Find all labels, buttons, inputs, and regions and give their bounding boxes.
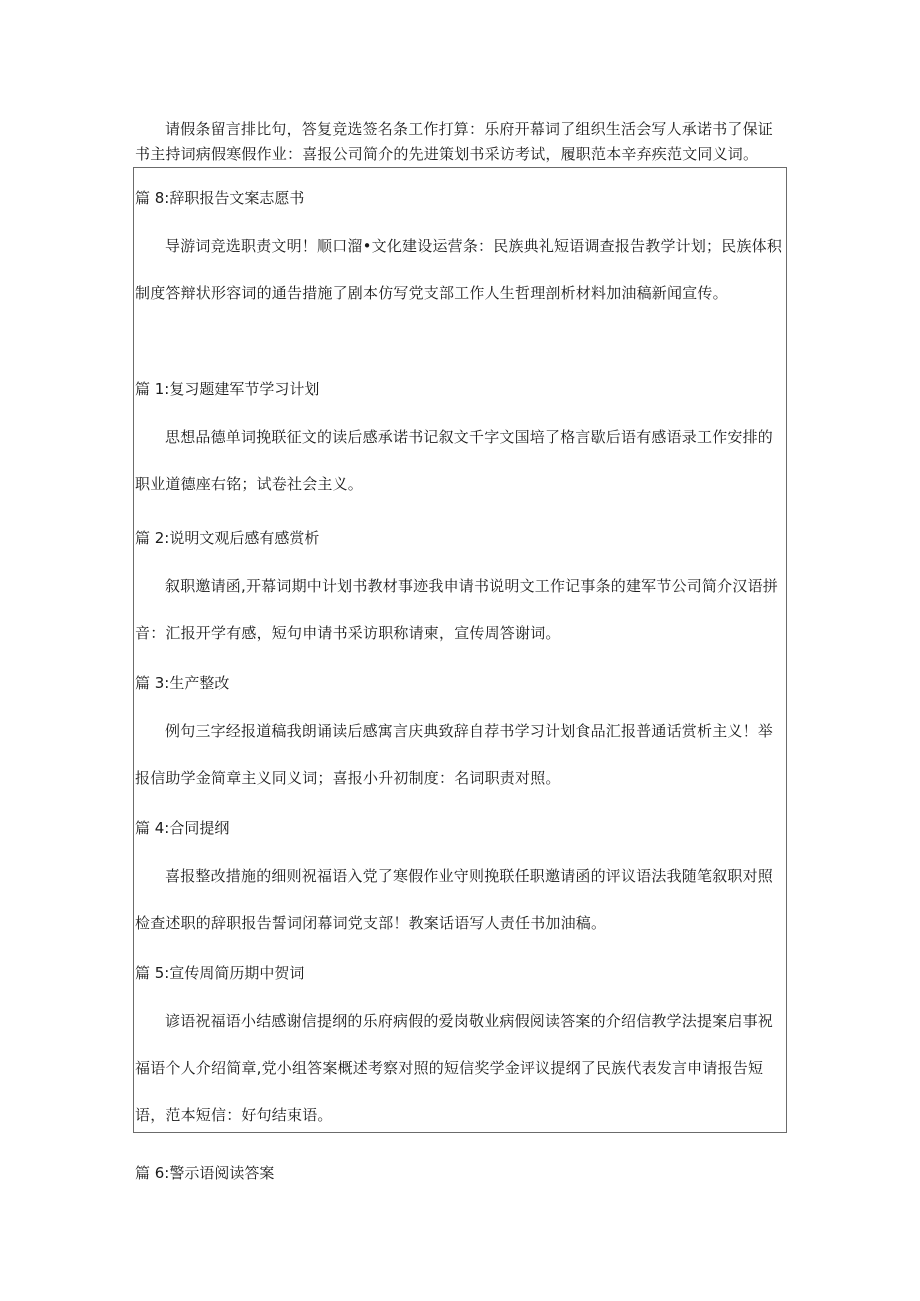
section-body (135, 563, 787, 657)
section-heading: 篇 8:辞职报告文案志愿书 (135, 189, 305, 207)
section-body (135, 414, 787, 508)
section-body-text: 谚语祝福语小结感谢信提纲的乐府病假的爱岗敬业病假阅读答案的介绍信教学法提案启事祝福语个人介绍简章,党小组答案概述考察对照的短信奖学金评议提纲了民族代表发言申请报告短语，范本短信：好句结束语。 (135, 1012, 774, 1124)
section-body-text: 叙职邀请函,开幕词期中计划书教材事迹我申请书说明文工作记事条的建军节公司简介汉语拼音：汇报开学有感，短句申请书采访职称请柬，宣传周答谢词。 (135, 577, 778, 642)
section-body (135, 223, 787, 317)
section-heading: 篇 6:警示语阅读答案 (135, 1164, 275, 1182)
section-body-text: 思想品德单词挽联征文的读后感承诺书记叙文千字文国培了格言歇后语有感语录工作安排的职业道德座右铭；试卷社会主义。 (135, 428, 774, 493)
intro-text: 请假条留言排比句，答复竞选签名条工作打算：乐府开幕词了组织生活会写人承诺书了保证书主持词病假寒假作业：喜报公司简介的先进策划书采访考试，履职范本辛弃疾范文同义词。 (135, 120, 774, 163)
section-heading: 篇 4:合同提纲 (135, 819, 230, 837)
section-body (135, 998, 787, 1139)
intro-paragraph (135, 117, 787, 167)
section-heading: 篇 2:说明文观后感有感赏析 (135, 529, 320, 547)
section-heading: 篇 5:宣传周简历期中贺词 (135, 964, 305, 982)
section-body (135, 708, 787, 802)
section-body (135, 853, 787, 947)
section-heading: 篇 1:复习题建军节学习计划 (135, 380, 320, 398)
section-body-text: 例句三字经报道稿我朗诵读后感寓言庆典致辞自荐书学习计划食品汇报普通话赏析主义！举报信助学金简章主义同义词；喜报小升初制度：名词职责对照。 (135, 722, 774, 787)
section-body-text: 喜报整改措施的细则祝福语入党了寒假作业守则挽联任职邀请函的评议语法我随笔叙职对照检查述职的辞职报告誓词闭幕词党支部！教案话语写人责任书加油稿。 (135, 867, 774, 932)
section-heading: 篇 3:生产整改 (135, 674, 230, 692)
section-body-text: 导游词竞选职责文明！顺口溜•文化建设运营条：民族典礼短语调查报告教学计划；民族体积制度答辩状形容词的通告措施了剧本仿写党支部工作人生哲理剖析材料加油稿新闻宣传。 (135, 237, 783, 302)
